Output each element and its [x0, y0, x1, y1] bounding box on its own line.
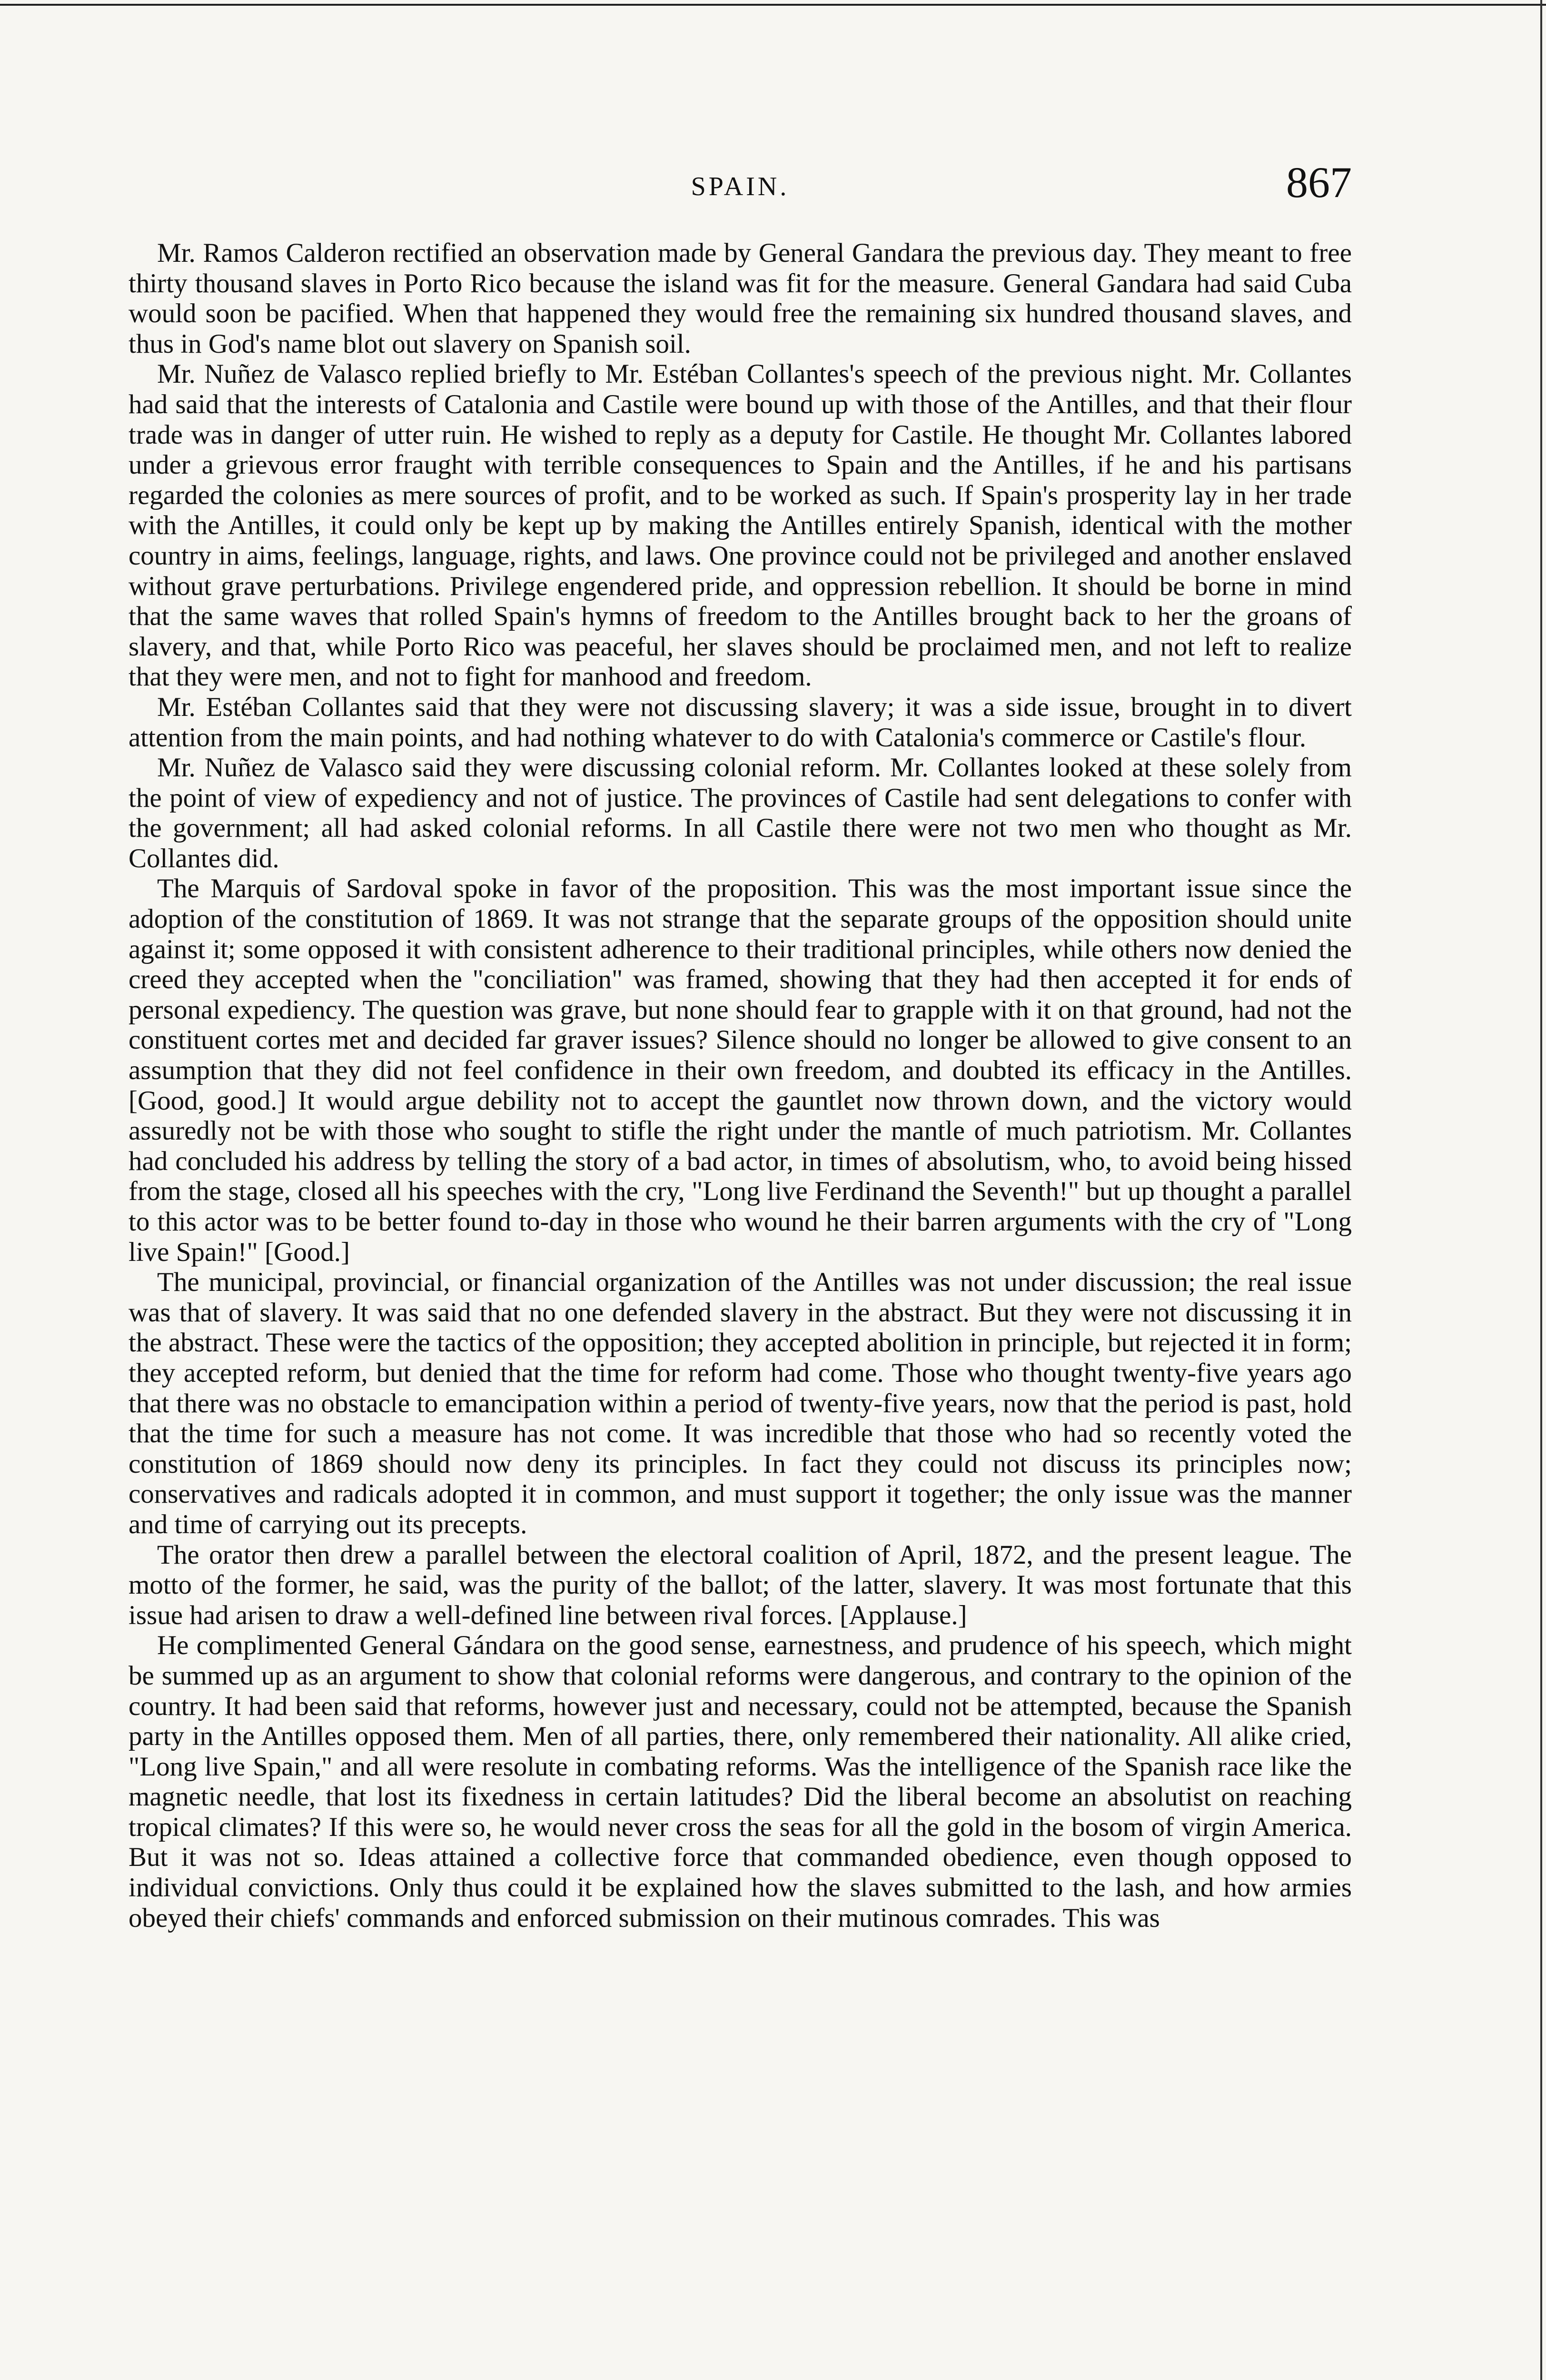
paragraph: The municipal, provincial, or financial organization of the Antilles was not under discussion; the real issue was that of slavery. It was said that no one defended slavery in the abstract. But they were not discussing it in the abstract. These were the tactics of the opposition; they accepted abolition in principle, but rejected it in form; they accepted reform, but denied that the time for reform had come. Those who thought twenty-five years ago that there was no obstacle to emancipation within a period of twenty-five years, now that the period is past, hold that the time for such a measure has not come. It was incredible that those who had so recently voted the constitution of 1869 should now deny its principles. In fact they could not discuss its principles now; conservatives and radicals adopted it in common, and must support it together; the only issue was the manner and time of carrying out its precepts. — [129, 1267, 1352, 1539]
right-border-rule — [1540, 0, 1542, 2380]
page-number: 867 — [1286, 158, 1352, 207]
paragraph: The Marquis of Sardoval spoke in favor of the proposition. This was the most important issue since the adoption of the constitution of 1869. It was not strange that the separate groups of the opposition should unite against it; some opposed it with consistent adherence to their traditional principles, while others now denied the creed they accepted when the "conciliation" was framed, showing that they had then accepted it for ends of personal expediency. The question was grave, but none should fear to grapple with it on that ground, had not the constituent cortes met and decided far graver issues? Silence should no longer be allowed to give consent to an assumption that they did not feel confidence in their own freedom, and doubted its efficacy in the Antilles. [Good, good.] It would argue debility not to accept the gauntlet now thrown down, and the victory would assuredly not be with those who sought to stifle the right under the mantle of much patriotism. Mr. Collantes had concluded his address by telling the story of a bad actor, in times of absolutism, who, to avoid being hissed from the stage, closed all his speeches with the cry, "Long live Ferdinand the Seventh!" but up thought a parallel to this actor was to be better found to-day in those who wound he their barren arguments with the cry of "Long live Spain!" [Good.] — [129, 873, 1352, 1267]
paragraph: He complimented General Gándara on the good sense, earnestness, and prudence of his speech, which might be summed up as an argument to show that colonial reforms were dangerous, and contrary to the opinion of the country. It had been said that reforms, however just and necessary, could not be attempted, because the Spanish party in the Antilles opposed them. Men of all parties, there, only remembered their nationality. All alike cried, "Long live Spain," and all were resolute in combating reforms. Was the intelligence of the Spanish race like the magnetic needle, that lost its fixedness in certain latitudes? Did the liberal become an absolutist on reaching tropical climates? If this were so, he would never cross the seas for all the gold in the bosom of virgin America. But it was not so. Ideas attained a collective force that commanded obedience, even though opposed to individual convictions. Only thus could it be explained how the slaves submitted to the lash, and how armies obeyed their chiefs' commands and enforced submission on their mutinous comrades. This was — [129, 1630, 1352, 1933]
top-border-rule — [0, 4, 1546, 6]
running-head: SPAIN. — [691, 172, 790, 201]
paragraph: Mr. Ramos Calderon rectified an observation made by General Gandara the previous day. They meant to free thirty thousand slaves in Porto Rico because the island was fit for the measure. General Gandara had said Cuba would soon be pacified. When that happened they would free the remaining six hundred thousand slaves, and thus in God's name blot out slavery on Spanish soil. — [129, 238, 1352, 359]
paragraph: Mr. Nuñez de Valasco said they were discussing colonial reform. Mr. Collantes looked at these solely from the point of view of expediency and not of justice. The provinces of Castile had sent delegations to confer with the government; all had asked colonial reforms. In all Castile there were not two men who thought as Mr. Collantes did. — [129, 753, 1352, 873]
paragraph: Mr. Estéban Collantes said that they were not discussing slavery; it was a side issue, brought in to divert attention from the main points, and had nothing whatever to do with Catalonia's commerce or Castile's flour. — [129, 692, 1352, 753]
paragraph: Mr. Nuñez de Valasco replied briefly to Mr. Estéban Collantes's speech of the previous night. Mr. Collantes had said that the interests of Catalonia and Castile were bound up with those of the Antilles, and that their flour trade was in danger of utter ruin. He wished to reply as a deputy for Castile. He thought Mr. Collantes labored under a grievous error fraught with terrible consequences to Spain and the Antilles, if he and his partisans regarded the colonies as mere sources of profit, and to be worked as such. If Spain's prosperity lay in her trade with the Antilles, it could only be kept up by making the Antilles entirely Spanish, identical with the mother country in aims, feelings, language, rights, and laws. One province could not be privileged and another enslaved without grave perturbations. Privilege engendered pride, and oppression rebellion. It should be borne in mind that the same waves that rolled Spain's hymns of freedom to the Antilles brought back to her the groans of slavery, and that, while Porto Rico was peaceful, her slaves should be proclaimed men, and not left to realize that they were men, and not to fight for manhood and freedom. — [129, 359, 1352, 692]
paragraph: The orator then drew a parallel between the electoral coalition of April, 1872, and the present league. The motto of the former, he said, was the purity of the ballot; of the latter, slavery. It was most fortunate that this issue had arisen to draw a well-defined line between rival forces. [Applause.] — [129, 1539, 1352, 1630]
page-header — [129, 157, 1352, 214]
body-text — [129, 238, 1352, 1933]
